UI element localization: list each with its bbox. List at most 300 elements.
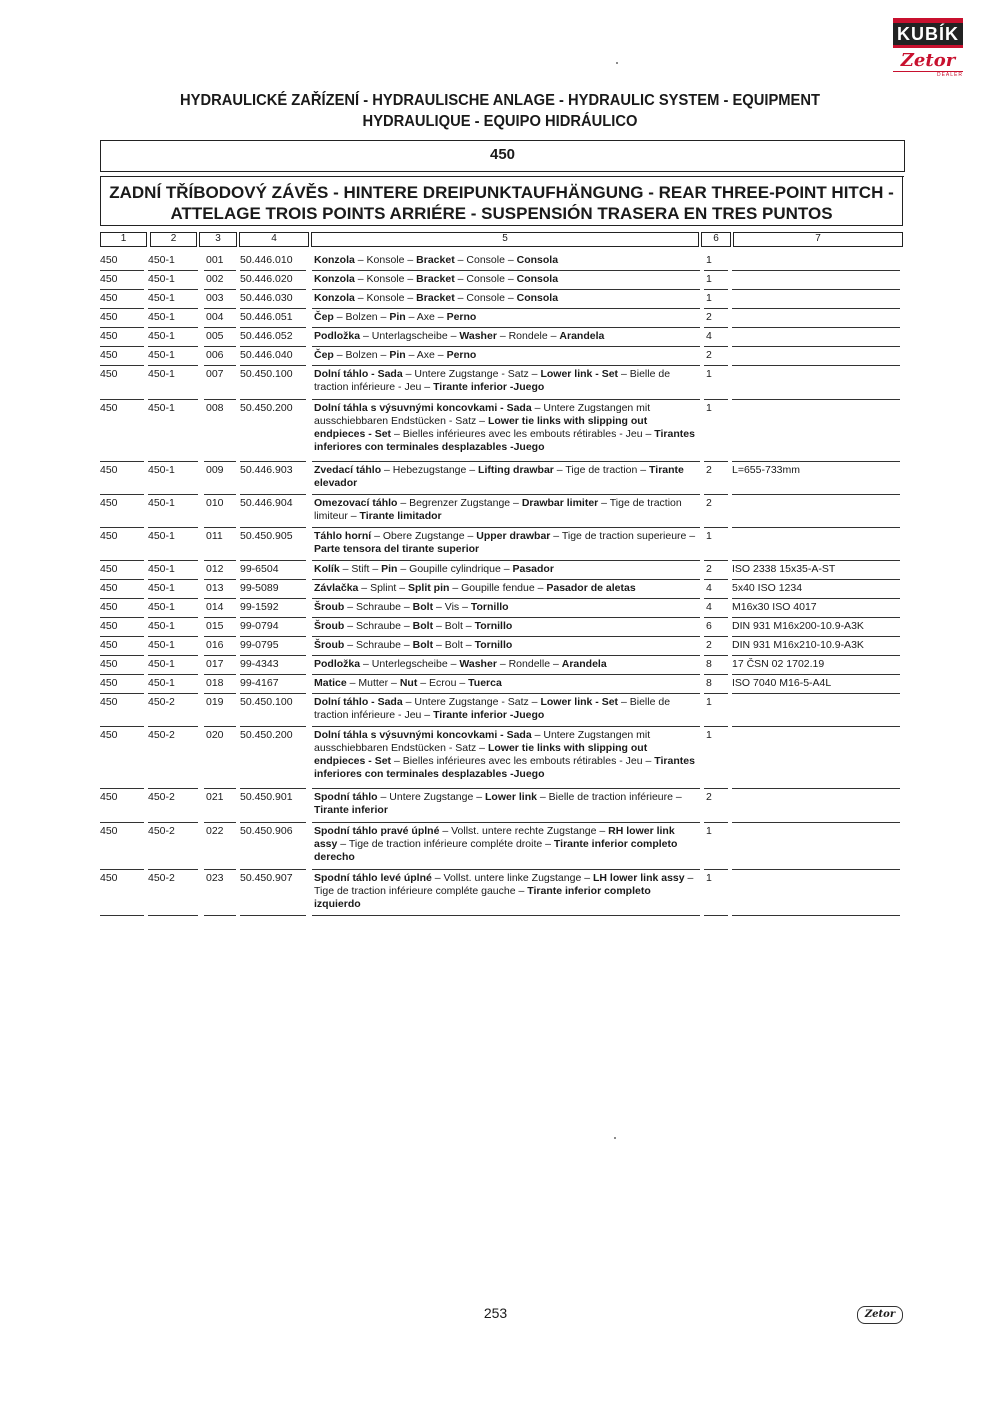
cell-description: Konzola – Konsole – Bracket – Console – Consola xyxy=(314,254,559,266)
desc-fr: Goupille cylindrique xyxy=(409,563,501,575)
cell-part-number: 50.450.100 xyxy=(240,696,293,708)
scan-speck xyxy=(614,1137,616,1139)
desc-de: Schraube xyxy=(356,639,401,651)
table-row xyxy=(100,528,900,561)
desc-fr: Bielle de traction inférieure xyxy=(548,791,673,803)
desc-cz: Čep xyxy=(314,311,334,323)
cell-description: Dolní táhla s výsuvnými koncovkami - Sada – Untere Zugstangen mit ausschiebbaren Endstücken - Satz – Lower tie links with slipping out endpieces - Set – Bielles inférieures avec les embouts rétirables - Jeu – Tirantes inferiores con terminales desplazables -Juego xyxy=(314,402,695,453)
table-row xyxy=(100,290,900,309)
cell-part-number: 50.446.030 xyxy=(240,292,293,304)
cell-position: 015 xyxy=(206,620,224,632)
cell-subgroup: 450-1 xyxy=(148,582,175,594)
cell-description: Podložka – Unterlagscheibe – Washer – Rondele – Arandela xyxy=(314,330,605,342)
desc-de: Splint xyxy=(370,582,397,594)
desc-en: Washer xyxy=(459,330,497,342)
cell-subgroup: 450-2 xyxy=(148,872,175,884)
cell-subgroup: 450-1 xyxy=(148,349,175,361)
cell-quantity: 1 xyxy=(706,696,712,708)
cell-quantity: 2 xyxy=(706,791,712,803)
cell-quantity: 4 xyxy=(706,330,712,342)
desc-fr: Tige de traction inférieure compléte gauche xyxy=(314,885,516,897)
cell-description: Zvedací táhlo – Hebezugstange – Lifting drawbar – Tige de traction – Tirante elevador xyxy=(314,464,684,489)
cell-quantity: 2 xyxy=(706,464,712,476)
cell-quantity: 2 xyxy=(706,563,712,575)
cell-description: Matice – Mutter – Nut – Ecrou – Tuerca xyxy=(314,677,502,689)
desc-en: Bolt xyxy=(412,620,434,632)
cell-note: L=655-733mm xyxy=(732,464,800,476)
cell-part-number: 99-4343 xyxy=(240,658,279,670)
cell-description: Dolní táhlo - Sada – Untere Zugstange - Satz – Lower link - Set – Bielle de traction inférieure - Jeu – Tirante inferior -Juego xyxy=(314,368,671,393)
desc-es: Tirante inferior -Juego xyxy=(433,381,545,393)
section-line-1: ZADNÍ TŘÍBODOVÝ ZÁVĚS - HINTERE DREIPUNKTAUFHÄNGUNG - REAR THREE-POINT HITCH - xyxy=(109,183,894,202)
desc-en: Lower link xyxy=(485,791,537,803)
cell-quantity: 4 xyxy=(706,582,712,594)
cell-position: 021 xyxy=(206,791,224,803)
column-header-5: 5 xyxy=(311,232,699,247)
cell-subgroup: 450-1 xyxy=(148,330,175,342)
desc-fr: Bielles inférieures avec les embouts rétirables - Jeu xyxy=(402,755,643,767)
cell-quantity: 1 xyxy=(706,292,712,304)
desc-de: Obere Zugstange xyxy=(382,530,465,542)
cell-description: Závlačka – Splint – Split pin – Goupille fendue – Pasador de aletas xyxy=(314,582,636,594)
desc-cz: Spodní táhlo pravé úplné xyxy=(314,825,440,837)
cell-part-number: 50.450.200 xyxy=(240,729,293,741)
cell-position: 023 xyxy=(206,872,224,884)
cell-description: Čep – Bolzen – Pin – Axe – Perno xyxy=(314,311,477,323)
desc-fr: Axe xyxy=(416,311,435,323)
cell-description: Spodní táhlo levé úplné – Vollst. untere linke Zugstange – LH lower link assy – Tige de traction inférieure compléte gauche – Tirante inferior completo izquierdo xyxy=(314,872,694,910)
cell-note: DIN 931 M16x200-10.9-A3K xyxy=(732,620,864,632)
cell-position: 001 xyxy=(206,254,224,266)
cell-note: 5x40 ISO 1234 xyxy=(732,582,803,594)
cell-subgroup: 450-2 xyxy=(148,825,175,837)
parts-table xyxy=(100,252,900,916)
desc-en: RH lower link assy xyxy=(314,825,675,850)
logo-zetor: Zetor xyxy=(900,50,956,71)
cell-part-number: 50.446.010 xyxy=(240,254,293,266)
cell-subgroup: 450-1 xyxy=(148,620,175,632)
cell-part-number: 50.450.905 xyxy=(240,530,293,542)
desc-cz: Dolní táhlo - Sada xyxy=(314,368,403,380)
desc-de: Konsole xyxy=(366,273,405,285)
cell-description: Táhlo horní – Obere Zugstange – Upper drawbar – Tige de traction superieure – Parte tensora del tirante superior xyxy=(314,530,696,555)
cell-note: 17 ČSN 02 1702.19 xyxy=(732,658,825,670)
cell-description: Šroub – Schraube – Bolt – Bolt – Tornillo xyxy=(314,639,513,651)
desc-es: Tornillo xyxy=(474,639,513,651)
cell-part-number: 50.450.906 xyxy=(240,825,293,837)
section-line-2: ATTELAGE TROIS POINTS ARRIÉRE - SUSPENSIÓN TRASERA EN TRES PUNTOS xyxy=(170,204,833,223)
cell-subgroup: 450-1 xyxy=(148,273,175,285)
desc-cz: Závlačka xyxy=(314,582,359,594)
desc-es: Tirante limitador xyxy=(359,510,442,522)
cell-group: 450 xyxy=(100,658,118,670)
group-number: 450 xyxy=(100,140,905,172)
cell-part-number: 99-1592 xyxy=(240,601,279,613)
cell-description: Omezovací táhlo – Begrenzer Zugstange – Drawbar limiter – Tige de traction limiteur – Tirante limitador xyxy=(314,497,682,522)
desc-de: Unterlegscheibe xyxy=(371,658,448,670)
cell-position: 009 xyxy=(206,464,224,476)
desc-de: Konsole xyxy=(366,254,405,266)
desc-es: Pasador xyxy=(512,563,554,575)
cell-quantity: 1 xyxy=(706,368,712,380)
cell-position: 006 xyxy=(206,349,224,361)
desc-en: Bracket xyxy=(416,292,455,304)
cell-subgroup: 450-1 xyxy=(148,464,175,476)
cell-group: 450 xyxy=(100,582,118,594)
cell-position: 013 xyxy=(206,582,224,594)
desc-fr: Bielle de traction inférieure - Jeu xyxy=(314,368,671,393)
desc-cz: Spodní táhlo xyxy=(314,791,378,803)
desc-de: Schraube xyxy=(356,601,401,613)
cell-part-number: 50.450.907 xyxy=(240,872,293,884)
cell-part-number: 50.446.051 xyxy=(240,311,293,323)
desc-de: Mutter xyxy=(358,677,389,689)
desc-en: Lower link - Set xyxy=(540,696,619,708)
cell-part-number: 99-0794 xyxy=(240,620,279,632)
cell-quantity: 1 xyxy=(706,729,712,741)
cell-position: 014 xyxy=(206,601,224,613)
cell-group: 450 xyxy=(100,330,118,342)
desc-fr: Goupille fendue xyxy=(461,582,535,594)
desc-fr: Console xyxy=(466,254,505,266)
row-rule xyxy=(732,915,900,916)
desc-cz: Dolní táhlo - Sada xyxy=(314,696,403,708)
cell-group: 450 xyxy=(100,563,118,575)
cell-part-number: 99-5089 xyxy=(240,582,279,594)
column-header-7: 7 xyxy=(733,232,903,247)
cell-group: 450 xyxy=(100,402,118,414)
cell-part-number: 99-6504 xyxy=(240,563,279,575)
desc-en: Lower tie links with slipping out endpieces - Set xyxy=(314,415,648,440)
cell-position: 017 xyxy=(206,658,224,670)
cell-position: 012 xyxy=(206,563,224,575)
desc-en: Lower tie links with slipping out endpieces - Set xyxy=(314,742,648,767)
desc-cz: Šroub xyxy=(314,639,345,651)
table-row xyxy=(100,823,900,870)
desc-de: Vollst. untere linke Zugstange xyxy=(443,872,582,884)
desc-cz: Podložka xyxy=(314,658,361,670)
desc-en: Drawbar limiter xyxy=(521,497,599,509)
desc-cz: Spodní táhlo levé úplné xyxy=(314,872,432,884)
cell-group: 450 xyxy=(100,254,118,266)
cell-position: 002 xyxy=(206,273,224,285)
desc-cz: Táhlo horní xyxy=(314,530,372,542)
cell-subgroup: 450-2 xyxy=(148,729,175,741)
table-row xyxy=(100,347,900,366)
cell-position: 004 xyxy=(206,311,224,323)
cell-quantity: 1 xyxy=(706,825,712,837)
cell-description: Konzola – Konsole – Bracket – Console – Consola xyxy=(314,292,559,304)
section-title xyxy=(100,176,903,226)
cell-subgroup: 450-2 xyxy=(148,696,175,708)
cell-quantity: 8 xyxy=(706,658,712,670)
scan-speck xyxy=(616,62,618,64)
cell-position: 011 xyxy=(206,530,223,542)
table-row xyxy=(100,400,900,462)
table-row xyxy=(100,618,900,637)
cell-group: 450 xyxy=(100,639,118,651)
desc-es: Perno xyxy=(446,311,477,323)
cell-description: Dolní táhla s výsuvnými koncovkami - Sada – Untere Zugstangen mit ausschiebbaren Endstücken - Satz – Lower tie links with slipping out endpieces - Set – Bielles inférieures avec les embouts rétirables - Jeu – Tirantes inferiores con terminales desplazables -Juego xyxy=(314,729,695,780)
desc-es: Tornillo xyxy=(470,601,509,613)
desc-cz: Kolík xyxy=(314,563,340,575)
cell-group: 450 xyxy=(100,497,118,509)
desc-es: Tornillo xyxy=(474,620,513,632)
cell-part-number: 50.446.020 xyxy=(240,273,293,285)
desc-fr: Rondele xyxy=(508,330,548,342)
cell-quantity: 8 xyxy=(706,677,712,689)
desc-es: Parte tensora del tirante superior xyxy=(314,543,480,555)
cell-subgroup: 450-1 xyxy=(148,311,175,323)
desc-es: Tirante inferior xyxy=(314,804,388,816)
column-header-4: 4 xyxy=(239,232,309,247)
desc-en: Bolt xyxy=(412,601,434,613)
cell-part-number: 50.450.200 xyxy=(240,402,293,414)
desc-de: Untere Zugstangen mit ausschiebbaren Endstücken - Satz xyxy=(314,402,651,427)
desc-de: Untere Zugstange xyxy=(389,791,474,803)
desc-cz: Podložka xyxy=(314,330,361,342)
desc-es: Tirante elevador xyxy=(314,464,684,489)
desc-cz: Šroub xyxy=(314,601,345,613)
row-rule xyxy=(100,915,144,916)
cell-part-number: 99-4167 xyxy=(240,677,279,689)
cell-position: 003 xyxy=(206,292,224,304)
cell-part-number: 50.450.901 xyxy=(240,791,293,803)
cell-group: 450 xyxy=(100,464,118,476)
cell-group: 450 xyxy=(100,729,118,741)
desc-de: Unterlagscheibe xyxy=(371,330,448,342)
cell-part-number: 50.450.100 xyxy=(240,368,293,380)
cell-subgroup: 450-1 xyxy=(148,530,175,542)
desc-es: Perno xyxy=(446,349,477,361)
desc-fr: Console xyxy=(466,292,505,304)
cell-position: 007 xyxy=(206,368,224,380)
desc-fr: Bielles inférieures avec les embouts rétirables - Jeu xyxy=(402,428,643,440)
table-row xyxy=(100,789,900,823)
cell-description: Podložka – Unterlegscheibe – Washer – Rondelle – Arandela xyxy=(314,658,607,670)
desc-fr: Tige de traction superieure xyxy=(561,530,687,542)
cell-part-number: 99-0795 xyxy=(240,639,279,651)
desc-fr: Vis xyxy=(444,601,460,613)
desc-es: Tirante inferior completo izquierdo xyxy=(314,885,651,910)
cell-group: 450 xyxy=(100,696,118,708)
title-line-2: HYDRAULIQUE - EQUIPO HIDRÁULICO xyxy=(362,113,638,130)
desc-es: Consola xyxy=(516,254,559,266)
cell-subgroup: 450-1 xyxy=(148,497,175,509)
desc-cz: Čep xyxy=(314,349,334,361)
cell-quantity: 1 xyxy=(706,273,712,285)
cell-quantity: 1 xyxy=(706,872,712,884)
row-rule xyxy=(204,915,236,916)
desc-es: Pasador de aletas xyxy=(546,582,636,594)
cell-subgroup: 450-1 xyxy=(148,292,175,304)
desc-fr: Console xyxy=(466,273,505,285)
desc-de: Stift xyxy=(351,563,370,575)
table-row xyxy=(100,694,900,727)
desc-en: Pin xyxy=(381,563,398,575)
cell-note: DIN 931 M16x210-10.9-A3K xyxy=(732,639,864,651)
cell-quantity: 4 xyxy=(706,601,712,613)
cell-position: 016 xyxy=(206,639,224,651)
desc-cz: Konzola xyxy=(314,254,355,266)
cell-description: Šroub – Schraube – Bolt – Vis – Tornillo xyxy=(314,601,509,613)
cell-subgroup: 450-2 xyxy=(148,791,175,803)
table-row xyxy=(100,727,900,789)
cell-quantity: 1 xyxy=(706,530,712,542)
desc-fr: Bolt xyxy=(444,639,463,651)
cell-description: Spodní táhlo – Untere Zugstange – Lower link – Bielle de traction inférieure – Tirante inferior xyxy=(314,791,682,816)
cell-description: Dolní táhlo - Sada – Untere Zugstange - Satz – Lower link - Set – Bielle de traction inférieure - Jeu – Tirante inferior -Juego xyxy=(314,696,671,721)
desc-en: LH lower link assy xyxy=(592,872,685,884)
page-title xyxy=(139,90,861,132)
cell-group: 450 xyxy=(100,620,118,632)
cell-subgroup: 450-1 xyxy=(148,254,175,266)
cell-note: ISO 2338 15x35-A-ST xyxy=(732,563,836,575)
desc-en: Pin xyxy=(389,311,406,323)
cell-part-number: 50.446.052 xyxy=(240,330,293,342)
cell-description: Kolík – Stift – Pin – Goupille cylindrique – Pasador xyxy=(314,563,554,575)
desc-de: Untere Zugstangen mit ausschiebbaren Endstücken - Satz xyxy=(314,729,651,754)
cell-position: 022 xyxy=(206,825,224,837)
desc-en: Nut xyxy=(399,677,418,689)
cell-group: 450 xyxy=(100,349,118,361)
table-row xyxy=(100,675,900,694)
table-row xyxy=(100,599,900,618)
table-row xyxy=(100,580,900,599)
cell-description: Konzola – Konsole – Bracket – Console – Consola xyxy=(314,273,559,285)
desc-en: Lower link - Set xyxy=(540,368,619,380)
cell-position: 010 xyxy=(206,497,224,509)
column-header-6: 6 xyxy=(701,232,731,247)
cell-quantity: 1 xyxy=(706,402,712,414)
kubik-zetor-logo xyxy=(893,18,963,80)
row-rule xyxy=(704,915,728,916)
cell-position: 018 xyxy=(206,677,224,689)
desc-fr: Bolt xyxy=(444,620,463,632)
zetor-footer-logo: Zetor xyxy=(857,1306,903,1324)
desc-es: Tirante inferior -Juego xyxy=(433,709,545,721)
desc-es: Tirante inferior completo derecho xyxy=(314,838,678,863)
cell-group: 450 xyxy=(100,530,118,542)
cell-position: 005 xyxy=(206,330,224,342)
desc-es: Arandela xyxy=(561,658,607,670)
desc-de: Begrenzer Zugstange xyxy=(409,497,511,509)
desc-es: Tuerca xyxy=(468,677,502,689)
cell-group: 450 xyxy=(100,677,118,689)
cell-position: 019 xyxy=(206,696,224,708)
desc-de: Vollst. untere rechte Zugstange xyxy=(451,825,597,837)
desc-fr: Rondelle xyxy=(508,658,551,670)
table-row xyxy=(100,495,900,528)
column-header-3: 3 xyxy=(199,232,237,247)
cell-position: 008 xyxy=(206,402,224,414)
cell-group: 450 xyxy=(100,292,118,304)
desc-es: Tirantes inferiores con terminales desplazables -Juego xyxy=(314,428,695,453)
desc-de: Bolzen xyxy=(345,349,378,361)
cell-group: 450 xyxy=(100,311,118,323)
cell-quantity: 2 xyxy=(706,349,712,361)
cell-quantity: 2 xyxy=(706,639,712,651)
desc-en: Lifting drawbar xyxy=(478,464,554,476)
desc-en: Split pin xyxy=(408,582,450,594)
desc-cz: Matice xyxy=(314,677,347,689)
desc-fr: Axe xyxy=(416,349,435,361)
table-row xyxy=(100,561,900,580)
desc-en: Pin xyxy=(389,349,406,361)
desc-es: Consola xyxy=(516,273,559,285)
desc-es: Arandela xyxy=(559,330,605,342)
desc-en: Upper drawbar xyxy=(476,530,551,542)
table-row xyxy=(100,271,900,290)
table-row xyxy=(100,637,900,656)
cell-quantity: 1 xyxy=(706,254,712,266)
desc-fr: Tige de traction xyxy=(565,464,638,476)
desc-de: Konsole xyxy=(366,292,405,304)
cell-quantity: 6 xyxy=(706,620,712,632)
desc-de: Schraube xyxy=(356,620,401,632)
cell-group: 450 xyxy=(100,872,118,884)
column-header-1: 1 xyxy=(100,232,147,247)
desc-de: Untere Zugstange - Satz xyxy=(414,696,529,708)
cell-description: Spodní táhlo pravé úplné – Vollst. untere rechte Zugstange – RH lower link assy – Tige de traction inférieure compléte droite – Tirante inferior completo derecho xyxy=(314,825,678,863)
table-row xyxy=(100,252,900,271)
desc-cz: Omezovací táhlo xyxy=(314,497,398,509)
logo-dealer: DEALER xyxy=(893,71,963,78)
table-row xyxy=(100,366,900,400)
table-row xyxy=(100,656,900,675)
cell-subgroup: 450-1 xyxy=(148,563,175,575)
cell-position: 020 xyxy=(206,729,224,741)
cell-quantity: 2 xyxy=(706,497,712,509)
cell-part-number: 50.446.903 xyxy=(240,464,293,476)
table-row xyxy=(100,328,900,347)
cell-group: 450 xyxy=(100,601,118,613)
row-rule xyxy=(148,915,198,916)
row-rule xyxy=(312,915,700,916)
logo-brand: KUBÍK xyxy=(893,18,963,48)
cell-group: 450 xyxy=(100,825,118,837)
desc-fr: Tige de traction inférieure compléte droite xyxy=(348,838,543,850)
cell-subgroup: 450-1 xyxy=(148,677,175,689)
cell-note: M16x30 ISO 4017 xyxy=(732,601,817,613)
cell-description: Čep – Bolzen – Pin – Axe – Perno xyxy=(314,349,477,361)
desc-cz: Dolní táhla s výsuvnými koncovkami - Sada xyxy=(314,729,532,741)
desc-en: Bracket xyxy=(416,273,455,285)
desc-fr: Bielle de traction inférieure - Jeu xyxy=(314,696,671,721)
desc-de: Hebezugstange xyxy=(392,464,467,476)
desc-es: Tirantes inferiores con terminales desplazables -Juego xyxy=(314,755,695,780)
page-number: 253 xyxy=(483,1305,508,1321)
cell-group: 450 xyxy=(100,368,118,380)
cell-quantity: 2 xyxy=(706,311,712,323)
cell-subgroup: 450-1 xyxy=(148,368,175,380)
desc-es: Consola xyxy=(516,292,559,304)
cell-description: Šroub – Schraube – Bolt – Bolt – Tornillo xyxy=(314,620,513,632)
table-row xyxy=(100,309,900,328)
desc-fr: Tige de traction limiteur xyxy=(314,497,682,522)
cell-part-number: 50.446.904 xyxy=(240,497,293,509)
cell-subgroup: 450-1 xyxy=(148,658,175,670)
desc-en: Bracket xyxy=(416,254,455,266)
cell-part-number: 50.446.040 xyxy=(240,349,293,361)
table-row xyxy=(100,870,900,916)
desc-cz: Konzola xyxy=(314,292,355,304)
cell-group: 450 xyxy=(100,273,118,285)
desc-en: Washer xyxy=(459,658,497,670)
desc-cz: Dolní táhla s výsuvnými koncovkami - Sada xyxy=(314,402,532,414)
title-line-1: HYDRAULICKÉ ZAŘÍZENÍ - HYDRAULISCHE ANLAGE - HYDRAULIC SYSTEM - EQUIPMENT xyxy=(179,92,821,109)
cell-subgroup: 450-1 xyxy=(148,402,175,414)
